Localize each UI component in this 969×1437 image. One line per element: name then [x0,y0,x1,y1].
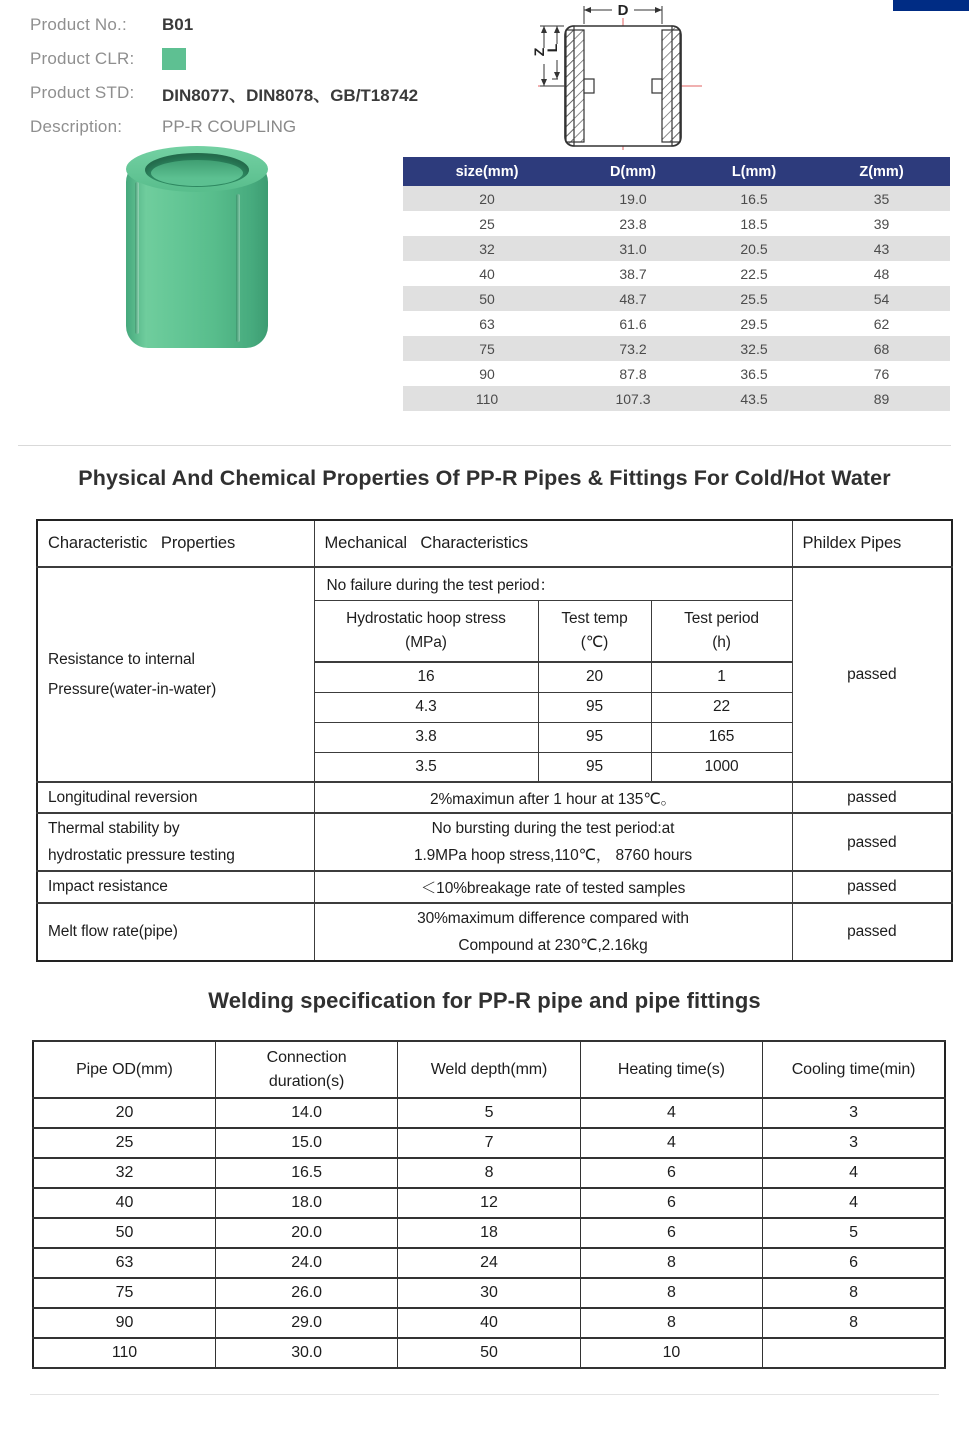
product-desc-value: PP-R COUPLING [162,117,297,136]
melt-row [37,903,952,961]
table-cell: 61.6 [619,315,647,332]
product-no-label: Product No.: [30,15,127,34]
table-cell: 19.0 [619,190,647,207]
longitudinal-row [37,782,952,813]
table-cell: 25.5 [740,290,768,307]
table-cell: 95 [538,722,651,752]
table-cell: 6 [763,1248,945,1278]
table-cell: 18 [398,1218,580,1248]
table-cell: 16.5 [215,1158,397,1188]
table-cell: 3 [763,1128,945,1158]
hoop-stress-line2: (MPa) [405,633,447,651]
table-cell: 73.2 [619,340,647,357]
coupling-cross-section-drawing [524,0,712,152]
thermal-row [37,813,952,871]
table-cell: 1000 [651,752,792,782]
table-cell: 20.5 [740,240,768,257]
test-period-line2: (h) [712,633,731,651]
table-cell: 20 [538,662,651,692]
table-cell: 23.8 [619,215,647,232]
table-cell: 12 [398,1188,580,1218]
product-std-value: DIN8077、DIN8078、GB/T18742 [162,85,419,105]
table-cell: 4.3 [314,692,538,722]
table-cell: 89 [873,390,890,407]
melt-desc [314,903,792,961]
properties-section-title: Physical And Chemical Properties Of PP-R Pipes & Fittings For Cold/Hot Water [78,466,891,490]
product-color-swatch [162,48,186,70]
longitudinal-result: passed [792,782,952,813]
characteristic-properties-header: Characteristic Properties [37,520,314,567]
product-desc-row [30,110,418,144]
table-cell: 22 [651,692,792,722]
table-cell: 29.5 [740,315,768,332]
connection-duration-line1: Connection [266,1048,347,1066]
mechanical-characteristics-header: Mechanical Characteristics [314,520,792,567]
table-cell: 18.5 [740,215,768,232]
table-cell: 63 [33,1248,215,1278]
table-cell: 62 [873,315,890,332]
no-failure-cell: No failure during the test period： [314,567,792,600]
table-cell: 35 [873,190,890,207]
table-row [403,186,950,211]
technical-drawing [524,0,712,152]
weld-depth-header: Weld depth(mm) [398,1041,580,1098]
table-cell: 4 [580,1128,762,1158]
pipe-od-header: Pipe OD(mm) [33,1041,215,1098]
product-std-label: Product STD: [30,83,135,102]
table-cell: 6 [580,1188,762,1218]
size-col-header: size(mm) [455,163,519,180]
dim-d-label: D [617,2,629,19]
table-cell: 63 [479,315,495,332]
table-cell: 32.5 [740,340,768,357]
table-cell: 107.3 [615,390,651,407]
table-cell: 3.5 [314,752,538,782]
table-cell: 8 [398,1158,580,1188]
melt-name: Melt flow rate(pipe) [37,903,314,961]
melt-desc-line1: 30%maximum difference compared with [417,909,689,927]
resistance-name-line1: Resistance to internal [48,651,195,669]
coupling-bore [145,153,249,187]
phildex-pipes-header: Phildex Pipes [792,520,952,567]
table-cell: 38.7 [619,265,647,282]
table-row [403,386,950,411]
table-cell: 50 [479,290,495,307]
table-cell: 36.5 [740,365,768,382]
table-cell: 68 [873,340,890,357]
dim-z-label: Z [531,47,547,57]
table-cell: 32 [479,240,495,257]
table-row [403,286,950,311]
table-cell: 39 [873,215,890,232]
longitudinal-name: Longitudinal reversion [37,782,314,813]
table-cell: 95 [538,692,651,722]
table-cell: 40 [33,1188,215,1218]
table-cell: 90 [33,1308,215,1338]
table-cell: 5 [398,1098,580,1128]
product-no-row [30,8,418,42]
connection-duration-line2: duration(s) [268,1072,345,1090]
table-cell: 20 [479,190,495,207]
table-cell: 20 [33,1098,215,1128]
bottom-divider [30,1394,939,1395]
table-cell: 25 [479,215,495,232]
table-cell: 165 [651,722,792,752]
hoop-stress-line1: Hydrostatic hoop stress [346,609,506,627]
corner-accent-bar [893,0,969,11]
table-cell: 30.0 [215,1338,397,1368]
table-cell: 16.5 [740,190,768,207]
table-cell: 8 [580,1278,762,1308]
table-row [403,361,950,386]
coupling-top-face [126,146,268,192]
impact-desc: ＜10%breakage rate of tested samples [314,871,792,902]
resistance-row [37,567,952,600]
test-temp-line2: (℃) [580,633,609,651]
table-cell: 48.7 [619,290,647,307]
resistance-result: passed [792,567,952,782]
table-cell: 75 [479,340,495,357]
thermal-name-line2: hydrostatic pressure testing [48,847,235,865]
table-row [403,311,950,336]
table-cell: 48 [873,265,890,282]
product-no-value: B01 [162,15,194,34]
melt-result: passed [792,903,952,961]
properties-table [36,519,953,962]
table-cell [763,1338,945,1368]
table-cell: 87.8 [619,365,647,382]
table-cell: 20.0 [215,1218,397,1248]
test-temp-header [538,600,651,662]
table-cell: 5 [763,1218,945,1248]
test-period-header [651,600,792,662]
table-row [33,1308,945,1338]
cooling-time-header: Cooling time(min) [763,1041,945,1098]
table-row [403,236,950,261]
table-cell: 75 [33,1278,215,1308]
table-cell: 50 [398,1338,580,1368]
product-clr-label: Product CLR: [30,49,135,68]
impact-name: Impact resistance [37,871,314,902]
table-cell: 4 [580,1098,762,1128]
table-cell: 26.0 [215,1278,397,1308]
table-cell: 3 [763,1098,945,1128]
table-row [33,1278,945,1308]
table-cell: 50 [33,1218,215,1248]
product-info [30,8,418,144]
impact-result: passed [792,871,952,902]
dim-l-label: L [544,43,560,53]
thermal-desc [314,813,792,871]
table-cell: 110 [33,1338,215,1368]
heating-time-header: Heating time(s) [580,1041,762,1098]
z-col-header: Z(mm) [859,163,904,180]
table-cell: 40 [479,265,495,282]
table-cell: 76 [873,365,890,382]
table-cell: 32 [33,1158,215,1188]
table-cell: 22.5 [740,265,768,282]
table-cell: 15.0 [215,1128,397,1158]
d-col-header: D(mm) [610,163,656,180]
table-row [33,1098,945,1128]
table-cell: 18.0 [215,1188,397,1218]
welding-table-header [33,1041,945,1098]
welding-section-title: Welding specification for PP-R pipe and pipe fittings [208,988,761,1013]
table-row [33,1158,945,1188]
l-col-header: L(mm) [731,163,777,180]
size-table [403,157,950,411]
table-cell: 16 [314,662,538,692]
connection-duration-header [215,1041,397,1098]
table-cell: 10 [580,1338,762,1368]
table-cell: 54 [873,290,890,307]
resistance-name-cell [37,567,314,782]
coupling-seam-line [135,182,139,334]
product-clr-row [30,42,418,76]
table-row [33,1128,945,1158]
table-row [33,1218,945,1248]
size-table-body [403,186,950,411]
product-desc-label: Description: [30,117,123,136]
coupling-seam-line [236,194,240,342]
table-cell: 43 [873,240,890,257]
thermal-name-line1: Thermal stability by [48,820,180,838]
hoop-stress-header [314,600,538,662]
impact-row [37,871,952,902]
table-cell: 95 [538,752,651,782]
product-std-row [30,76,418,110]
thermal-desc-line2: 1.9MPa hoop stress,110℃， 8760 hours [413,847,693,865]
table-cell: 30 [398,1278,580,1308]
table-cell: 8 [580,1248,762,1278]
table-cell: 25 [33,1128,215,1158]
table-cell: 40 [398,1308,580,1338]
coupling-bore-face [151,160,243,186]
thermal-name [37,813,314,871]
table-row [33,1338,945,1368]
properties-header-row [37,520,952,567]
table-cell: 3.8 [314,722,538,752]
welding-table [32,1040,946,1369]
table-row [33,1188,945,1218]
table-cell: 8 [763,1308,945,1338]
test-temp-line1: Test temp [561,609,628,627]
melt-desc-line2: Compound at 230℃,2.16kg [458,936,648,954]
table-cell: 4 [763,1188,945,1218]
longitudinal-desc: 2%maximun after 1 hour at 135℃。 [314,782,792,813]
thermal-desc-line1: No bursting during the test period:at [431,820,675,838]
table-cell: 43.5 [740,390,768,407]
welding-table-body [33,1098,945,1368]
table-cell: 7 [398,1128,580,1158]
table-cell: 29.0 [215,1308,397,1338]
table-row [403,261,950,286]
table-row [33,1248,945,1278]
table-cell: 6 [580,1158,762,1188]
resistance-name-line2: Pressure(water-in-water) [48,680,217,698]
table-cell: 1 [651,662,792,692]
coupling-product-image [126,146,268,354]
thermal-result: passed [792,813,952,871]
table-cell: 24 [398,1248,580,1278]
table-cell: 8 [580,1308,762,1338]
test-period-line1: Test period [684,609,759,627]
section-divider [18,445,951,446]
table-cell: 8 [763,1278,945,1308]
table-cell: 14.0 [215,1098,397,1128]
table-row [403,336,950,361]
table-cell: 6 [580,1218,762,1248]
table-row [403,211,950,236]
size-table-header [403,157,950,186]
table-cell: 110 [475,390,499,407]
table-cell: 4 [763,1158,945,1188]
table-cell: 90 [479,365,495,382]
table-cell: 24.0 [215,1248,397,1278]
table-cell: 31.0 [619,240,647,257]
